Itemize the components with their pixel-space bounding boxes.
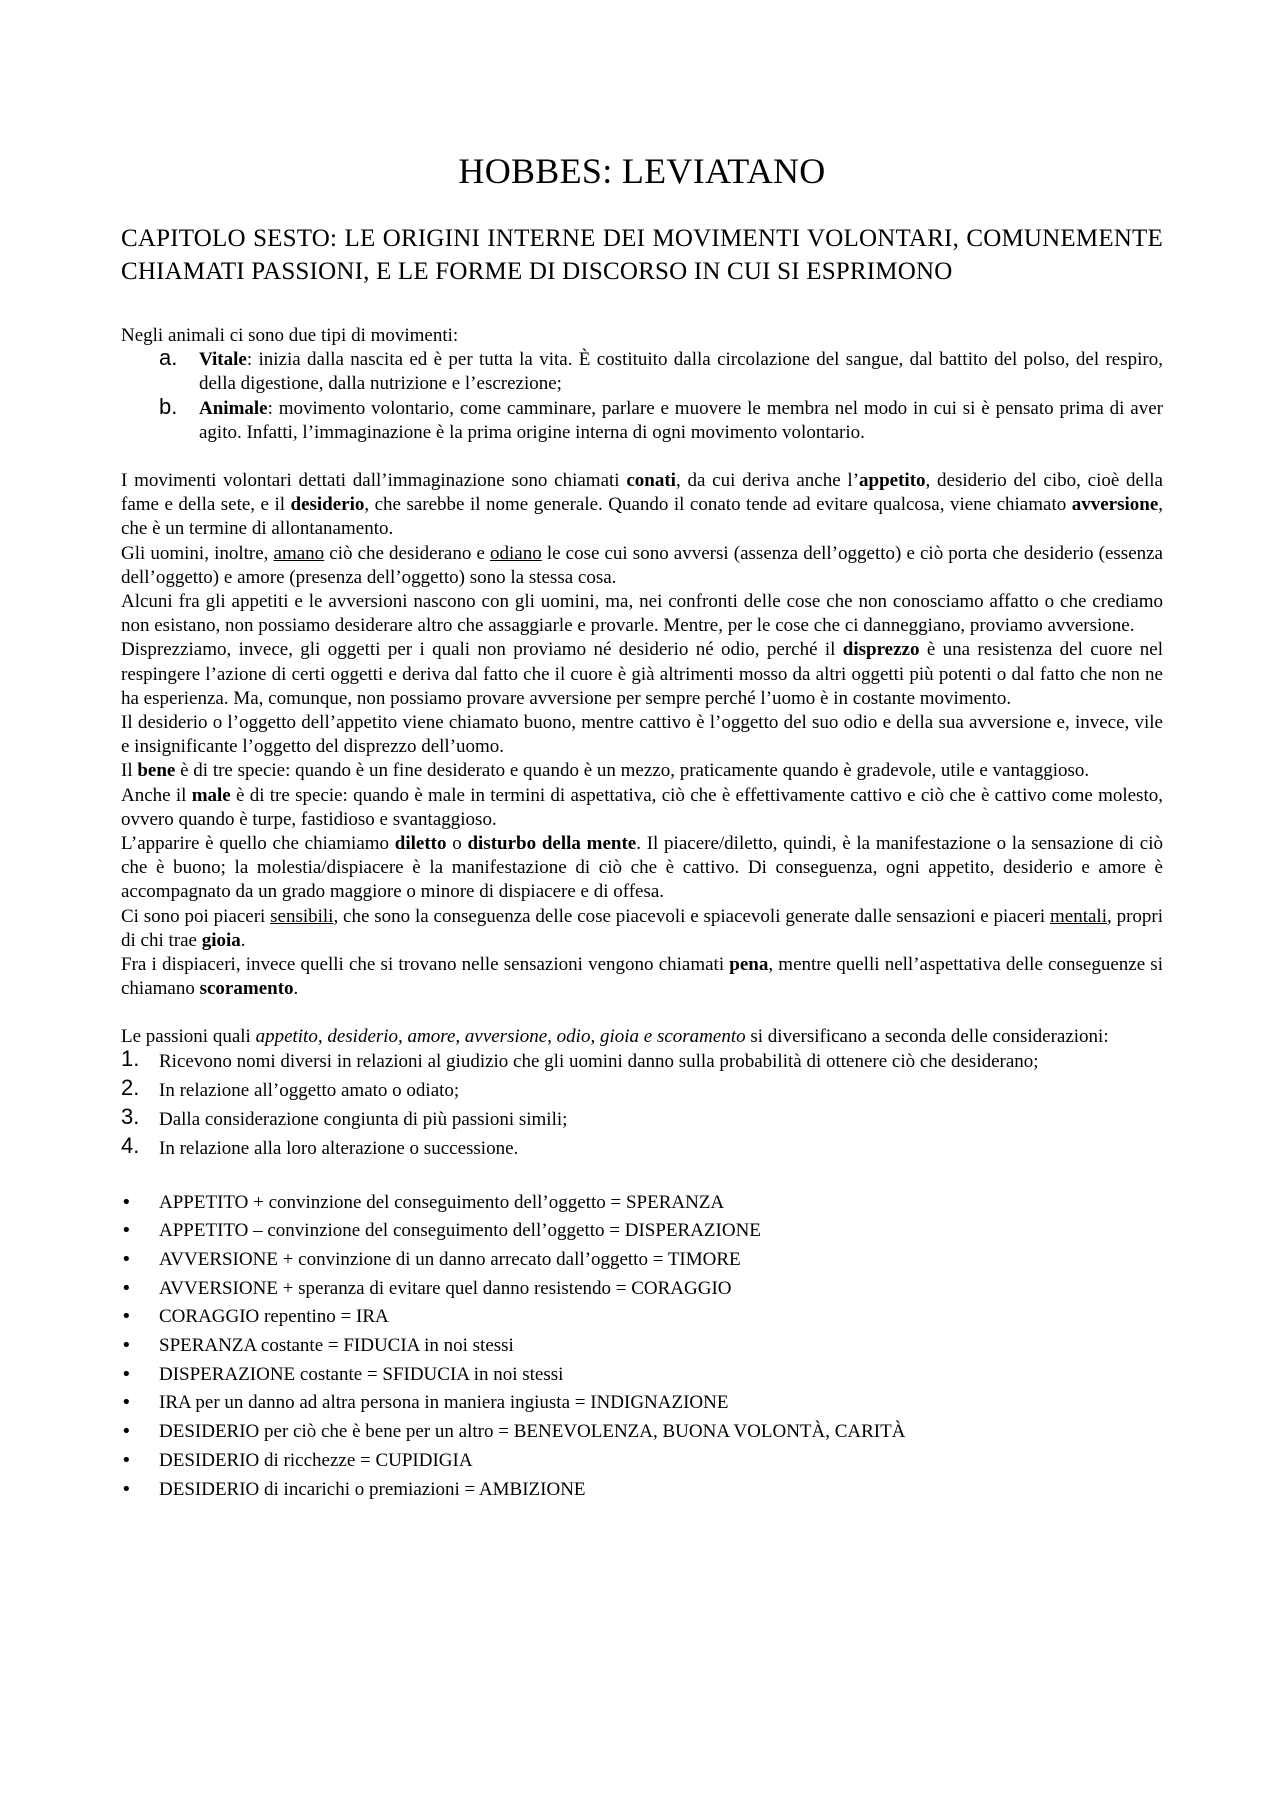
- list-item: [121, 1219, 1163, 1243]
- term-bene: bene: [137, 760, 176, 782]
- bullet-icon: •: [121, 1478, 132, 1500]
- term-sensibili: sensibili: [270, 905, 334, 927]
- term-animale: Animale: [199, 397, 268, 419]
- list-item: [121, 1391, 1163, 1415]
- movements-list: [121, 345, 1163, 445]
- text-run: le cose cui sono avversi (assenza dell’oggetto) e ciò porta che desiderio (essenza dell’oggetto) e amore (presenza dell’oggetto) sono la stessa cosa.: [121, 542, 1163, 588]
- list-item-text: APPETITO + convinzione del conseguimento dell’oggetto = SPERANZA: [159, 1191, 725, 1213]
- term-amano: amano: [273, 542, 325, 564]
- bullet-icon: •: [121, 1220, 132, 1242]
- list-marker: 2.: [121, 1074, 140, 1100]
- term-disprezzo: disprezzo: [842, 639, 920, 661]
- bullet-icon: •: [121, 1248, 132, 1270]
- list-item-text: APPETITO – convinzione del conseguimento dell’oggetto = DISPERAZIONE: [159, 1220, 761, 1242]
- list-item: [121, 1074, 1163, 1103]
- list-item: [121, 1104, 1163, 1132]
- list-item: [121, 1478, 1163, 1502]
- paragraph-passioni: [121, 1025, 1163, 1049]
- list-item: [121, 1449, 1163, 1473]
- bullet-icon: •: [121, 1363, 132, 1385]
- paragraph-dispiaceri: [121, 953, 1163, 1001]
- text-run: , che è un termine di allontanamento.: [121, 494, 1164, 540]
- text-run: Il: [121, 760, 138, 782]
- text-run: , desiderio del cibo, cioè della fame e della sete, e il: [121, 470, 1163, 516]
- list-item-text: Dalla considerazione congiunta di più passioni simili;: [159, 1109, 568, 1131]
- intro-paragraph: Negli animali ci sono due tipi di movimenti:: [121, 325, 459, 346]
- term-pena: pena: [729, 954, 769, 976]
- text-run: Disprezziamo, invece, gli oggetti per i quali non proviamo né desiderio né odio, perché il: [121, 639, 843, 661]
- list-item-text: In relazione all’oggetto amato o odiato;: [159, 1079, 460, 1101]
- list-item-text: SPERANZA costante = FIDUCIA in noi stessi: [159, 1335, 514, 1357]
- list-item-text: AVVERSIONE + speranza di evitare quel danno resistendo = CORAGGIO: [159, 1277, 732, 1299]
- list-item-text: DESIDERIO di ricchezze = CUPIDIGIA: [159, 1449, 473, 1471]
- paragraph-conati: [121, 469, 1163, 542]
- text-run: , mentre quelli nell’aspettativa delle conseguenze si chiamano: [121, 954, 1163, 1000]
- paragraph-bene: [121, 759, 1163, 783]
- text-run: si diversificano a seconda delle considerazioni:: [745, 1026, 1109, 1048]
- document-page: [121, 150, 1163, 1506]
- list-marker: 1.: [121, 1045, 140, 1071]
- term-disturbo-della-mente: disturbo della mente: [467, 833, 637, 855]
- paragraph-piaceri: [121, 905, 1163, 953]
- term-gioia: gioia: [201, 929, 241, 951]
- list-item-text: AVVERSIONE + convinzione di un danno arrecato dall’oggetto = TIMORE: [159, 1248, 741, 1270]
- list-item-text: CORAGGIO repentino = IRA: [159, 1306, 389, 1328]
- list-item-text: Ricevono nomi diversi in relazioni al giudizio che gli uomini danno sulla probabilità di ottenere ciò che desiderano;: [159, 1050, 1039, 1072]
- text-run: . Il piacere/diletto, quindi, è la manifestazione o la sensazione di ciò che è buono; la molestia/dispiacere è la manifestazione di ciò che è cattivo. Di conseguenza, ogni appetito, desiderio e amore è accompagnato da un grado maggiore o minore di dispiacere e di offesa.: [121, 833, 1164, 903]
- list-item: [121, 1305, 1163, 1329]
- list-marker: a.: [159, 345, 178, 371]
- list-marker: 4.: [121, 1133, 140, 1159]
- paragraph-appetiti: Alcuni fra gli appetiti e le avversioni nascono con gli uomini, ma, nei confronti delle cose che non conosciamo affatto o che crediamo non esistano, non possiamo desiderare altro che assaggiarle e provarle. Mentre, per le cose che ci danneggiano, proviamo avversione.: [121, 591, 1163, 637]
- list-item-text: DESIDERIO di incarichi o premiazioni = AMBIZIONE: [159, 1478, 586, 1500]
- list-item-text: : movimento volontario, come camminare, parlare e muovere le membra nel modo in cui si è pensato prima di aver agito. Infatti, l’immaginazione è la prima origine interna di ogni movimento volontario.: [199, 397, 1163, 443]
- text-run: I movimenti volontari dettati dall’immaginazione sono chiamati: [121, 470, 627, 492]
- passions-bullet-list: [121, 1191, 1163, 1502]
- text-run: , da cui deriva anche l’: [675, 470, 860, 492]
- text-run: è una resistenza del cuore nel respingere l’azione di certi oggetti e deriva dal fatto che il cuore è già altrimenti mosso da altri oggetti più potenti o dal fatto che non ne ha esperienza. Ma, comunque, non possiamo provare avversione per sempre perché l’uomo è in costante movimento.: [121, 639, 1163, 709]
- bullet-icon: •: [121, 1421, 132, 1443]
- text-run: , che sarebbe il nome generale. Quando il conato tende ad evitare qualcosa, viene chiamato: [364, 494, 1072, 516]
- considerations-list: [121, 1045, 1163, 1162]
- text-run: .: [293, 978, 299, 1000]
- list-item-text: : inizia dalla nascita ed è per tutta la vita. È costituito dalla circolazione del sangue, dal battito del polso, del respiro, della digestione, dalla nutrizione e l’escrezione;: [199, 349, 1163, 395]
- text-run: , che sono la conseguenza delle cose piacevoli e spiacevoli generate dalle sensazioni e piaceri: [333, 905, 1050, 927]
- paragraph-male: [121, 784, 1163, 832]
- term-scoramento: scoramento: [199, 978, 294, 1000]
- list-item: [121, 1334, 1163, 1358]
- bullet-icon: •: [121, 1191, 132, 1213]
- text-run: L’apparire è quello che chiamiamo: [121, 833, 395, 855]
- list-item: [121, 1277, 1163, 1301]
- list-marker: 3.: [121, 1104, 140, 1130]
- list-item: [121, 1045, 1163, 1074]
- bullet-icon: •: [121, 1449, 132, 1471]
- text-run: Fra i dispiaceri, invece quelli che si trovano nelle sensazioni vengono chiamati: [121, 954, 730, 976]
- term-odiano: odiano: [490, 542, 542, 564]
- list-item: [121, 1248, 1163, 1272]
- list-item-text: In relazione alla loro alterazione o successione.: [159, 1138, 519, 1160]
- text-run: ciò che desiderano e: [324, 542, 490, 564]
- list-item: [121, 1420, 1163, 1444]
- term-conati: conati: [626, 470, 676, 492]
- bullet-icon: •: [121, 1392, 132, 1414]
- bullet-icon: •: [121, 1277, 132, 1299]
- passions-italic: appetito, desiderio, amore, avversione, odio, gioia e scoramento: [255, 1026, 746, 1048]
- term-vitale: Vitale: [199, 349, 247, 371]
- text-run: Anche il: [121, 784, 192, 806]
- paragraph-amore: [121, 542, 1163, 590]
- paragraph-diletto: [121, 832, 1163, 905]
- list-item: [121, 1133, 1163, 1161]
- term-appetito: appetito: [859, 470, 926, 492]
- list-item: [121, 345, 1163, 396]
- text-run: .: [240, 929, 246, 951]
- list-item: [121, 1191, 1163, 1215]
- text-run: o: [446, 833, 468, 855]
- paragraph-buono: Il desiderio o l’oggetto dell’appetito viene chiamato buono, mentre cattivo è l’oggetto del suo odio e della sua avversione e, invece, vile e insignificante l’oggetto del disprezzo dell’uomo.: [121, 712, 1163, 758]
- paragraph-disprezzo: [121, 638, 1163, 711]
- text-run: Le passioni quali: [121, 1026, 256, 1048]
- text-run: è di tre specie: quando è male in termini di aspettativa, ciò che è effettivamente cattivo e ciò che è cattivo come molesto, ovvero quando è turpe, fastidioso e svantaggioso.: [121, 784, 1163, 830]
- bullet-icon: •: [121, 1306, 132, 1328]
- list-item-text: DISPERAZIONE costante = SFIDUCIA in noi stessi: [159, 1363, 564, 1385]
- text-run: Ci sono poi piaceri: [121, 905, 271, 927]
- text-run: è di tre specie: quando è un fine desiderato e quando è un mezzo, praticamente quando è gradevole, utile e vantaggioso.: [175, 760, 1090, 782]
- term-diletto: diletto: [394, 833, 447, 855]
- text-run: Gli uomini, inoltre,: [121, 542, 274, 564]
- list-marker: b.: [159, 393, 178, 419]
- document-title: HOBBES: LEVIATANO: [458, 151, 826, 191]
- term-desiderio: desiderio: [290, 494, 365, 516]
- chapter-heading: CAPITOLO SESTO: LE ORIGINI INTERNE DEI MOVIMENTI VOLONTARI, COMUNEMENTE CHIAMATI PASSIONI, E LE FORME DI DISCORSO IN CUI SI ESPRIMONO: [121, 225, 1163, 285]
- bullet-icon: •: [121, 1335, 132, 1357]
- list-item: [121, 1363, 1163, 1387]
- text-run: , propri di chi trae: [121, 905, 1163, 951]
- term-male: male: [191, 784, 231, 806]
- list-item-text: DESIDERIO per ciò che è bene per un altro = BENEVOLENZA, BUONA VOLONTÀ, CARITÀ: [159, 1421, 906, 1443]
- term-mentali: mentali: [1050, 905, 1107, 927]
- term-avversione: avversione: [1071, 494, 1159, 516]
- list-item: [121, 393, 1163, 445]
- list-item-text: IRA per un danno ad altra persona in maniera ingiusta = INDIGNAZIONE: [159, 1392, 729, 1414]
